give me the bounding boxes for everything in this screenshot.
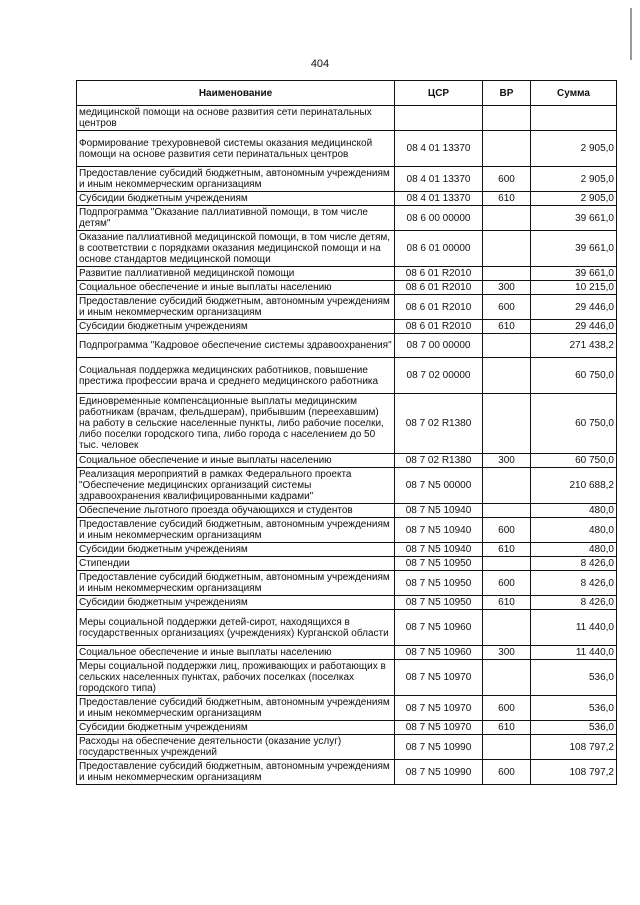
table-row [77,267,617,281]
table-row [77,394,617,454]
cell-name: Социальное обеспечение и иные выплаты населению [77,646,395,660]
cell-sum: 536,0 [531,696,617,721]
table-row [77,167,617,192]
cell-csr: 08 6 01 R2010 [395,267,483,281]
cell-name: Социальное обеспечение и иные выплаты населению [77,281,395,295]
cell-sum: 108 797,2 [531,735,617,760]
cell-sum: 29 446,0 [531,320,617,334]
cell-sum: 60 750,0 [531,358,617,394]
cell-sum: 39 661,0 [531,206,617,231]
cell-sum: 536,0 [531,721,617,735]
cell-csr [395,106,483,131]
cell-vr [483,610,531,646]
table-row [77,660,617,696]
table-row [77,596,617,610]
cell-vr: 610 [483,320,531,334]
cell-csr: 08 6 01 R2010 [395,281,483,295]
cell-vr: 300 [483,281,531,295]
cell-vr: 600 [483,760,531,785]
cell-vr [483,131,531,167]
cell-vr: 300 [483,454,531,468]
cell-vr: 600 [483,518,531,543]
budget-table [76,80,617,785]
table-row [77,358,617,394]
cell-csr: 08 7 N5 10990 [395,735,483,760]
cell-csr: 08 7 02 R1380 [395,454,483,468]
table-row [77,721,617,735]
cell-csr: 08 7 N5 00000 [395,468,483,504]
cell-csr: 08 7 N5 10990 [395,760,483,785]
cell-vr [483,267,531,281]
cell-csr: 08 6 01 R2010 [395,295,483,320]
scan-edge-mark [630,8,632,60]
cell-csr: 08 7 02 00000 [395,358,483,394]
cell-vr: 610 [483,192,531,206]
table-body [77,106,617,785]
table-row [77,696,617,721]
cell-name: Подпрограмма "Оказание паллиативной помощи, в том числе детям" [77,206,395,231]
cell-csr: 08 7 N5 10970 [395,721,483,735]
cell-csr: 08 4 01 13370 [395,192,483,206]
cell-vr [483,735,531,760]
table-row [77,646,617,660]
table-row [77,735,617,760]
cell-sum: 2 905,0 [531,131,617,167]
cell-csr: 08 7 N5 10940 [395,518,483,543]
cell-sum: 271 438,2 [531,334,617,358]
cell-vr [483,557,531,571]
cell-name: Обеспечение льготного проезда обучающихся и студентов [77,504,395,518]
table-row [77,206,617,231]
cell-csr: 08 7 N5 10970 [395,696,483,721]
cell-sum: 2 905,0 [531,192,617,206]
cell-csr: 08 6 01 00000 [395,231,483,267]
cell-sum: 480,0 [531,504,617,518]
table-row [77,295,617,320]
cell-name: Оказание паллиативной медицинской помощи, в том числе детям, в соответствии с порядками оказания медицинской помощи и на основе стандартов медицинской помощи [77,231,395,267]
cell-csr: 08 7 N5 10940 [395,504,483,518]
cell-csr: 08 7 N5 10950 [395,596,483,610]
cell-name: Субсидии бюджетным учреждениям [77,543,395,557]
cell-name: Предоставление субсидий бюджетным, автономным учреждениям и иным некоммерческим организациям [77,571,395,596]
cell-name: Реализация мероприятий в рамках Федерального проекта "Обеспечение медицинских организаций системы здравоохранения квалифицированными кадрами" [77,468,395,504]
cell-csr: 08 6 00 00000 [395,206,483,231]
table-row [77,454,617,468]
cell-sum: 39 661,0 [531,267,617,281]
cell-sum: 11 440,0 [531,646,617,660]
cell-csr: 08 7 N5 10940 [395,543,483,557]
table-row [77,106,617,131]
cell-sum: 210 688,2 [531,468,617,504]
table-row [77,131,617,167]
header-sum: Сумма [531,81,617,106]
table-row [77,320,617,334]
cell-vr [483,504,531,518]
cell-sum: 10 215,0 [531,281,617,295]
cell-csr: 08 7 02 R1380 [395,394,483,454]
cell-vr: 600 [483,167,531,192]
cell-name: Субсидии бюджетным учреждениям [77,320,395,334]
cell-vr [483,106,531,131]
cell-name: Предоставление субсидий бюджетным, автономным учреждениям и иным некоммерческим организациям [77,295,395,320]
cell-vr [483,231,531,267]
cell-sum [531,106,617,131]
table-row [77,504,617,518]
table-row [77,571,617,596]
table-header-row [77,81,617,106]
table-row [77,610,617,646]
cell-csr: 08 7 N5 10950 [395,571,483,596]
cell-vr: 300 [483,646,531,660]
cell-csr: 08 7 N5 10960 [395,646,483,660]
cell-csr: 08 7 N5 10950 [395,557,483,571]
cell-name: медицинской помощи на основе развития сети перинатальных центров [77,106,395,131]
header-name: Наименование [77,81,395,106]
cell-sum: 60 750,0 [531,454,617,468]
cell-sum: 60 750,0 [531,394,617,454]
cell-sum: 8 426,0 [531,571,617,596]
cell-sum: 8 426,0 [531,557,617,571]
cell-name: Стипендии [77,557,395,571]
cell-sum: 39 661,0 [531,231,617,267]
table-row [77,334,617,358]
table-row [77,281,617,295]
cell-vr: 610 [483,543,531,557]
cell-csr: 08 7 N5 10970 [395,660,483,696]
page-number: 404 [310,58,330,70]
cell-csr: 08 7 N5 10960 [395,610,483,646]
table-row [77,557,617,571]
table-row [77,231,617,267]
cell-name: Предоставление субсидий бюджетным, автономным учреждениям и иным некоммерческим организациям [77,696,395,721]
cell-name: Социальное обеспечение и иные выплаты населению [77,454,395,468]
cell-sum: 536,0 [531,660,617,696]
cell-name: Единовременные компенсационные выплаты медицинским работникам (врачам, фельдшерам), прибывшим (переехавшим) на работу в сельские населенные пункты, либо рабочие поселки, либо поселки городского типа, либо города с населением до 50 тыс. человек [77,394,395,454]
cell-name: Подпрограмма "Кадровое обеспечение системы здравоохранения" [77,334,395,358]
cell-vr: 610 [483,596,531,610]
cell-sum: 108 797,2 [531,760,617,785]
header-vr: ВР [483,81,531,106]
cell-vr: 600 [483,696,531,721]
cell-csr: 08 4 01 13370 [395,167,483,192]
cell-sum: 8 426,0 [531,596,617,610]
cell-vr: 600 [483,571,531,596]
cell-name: Меры социальной поддержки детей-сирот, находящихся в государственных организациях (учреждениях) Курганской области [77,610,395,646]
cell-sum: 11 440,0 [531,610,617,646]
cell-name: Меры социальной поддержки лиц, проживающих и работающих в сельских населенных пунктах, рабочих поселках (поселках городского типа) [77,660,395,696]
cell-name: Субсидии бюджетным учреждениям [77,721,395,735]
cell-name: Субсидии бюджетным учреждениям [77,192,395,206]
cell-csr: 08 4 01 13370 [395,131,483,167]
cell-vr: 600 [483,295,531,320]
cell-vr [483,334,531,358]
header-csr: ЦСР [395,81,483,106]
cell-name: Расходы на обеспечение деятельности (оказание услуг) государственных учреждений [77,735,395,760]
cell-name: Предоставление субсидий бюджетным, автономным учреждениям и иным некоммерческим организациям [77,518,395,543]
cell-csr: 08 6 01 R2010 [395,320,483,334]
cell-vr: 610 [483,721,531,735]
cell-vr [483,358,531,394]
cell-sum: 2 905,0 [531,167,617,192]
table-row [77,760,617,785]
table-row [77,518,617,543]
cell-csr: 08 7 00 00000 [395,334,483,358]
cell-sum: 480,0 [531,518,617,543]
cell-name: Развитие паллиативной медицинской помощи [77,267,395,281]
cell-name: Предоставление субсидий бюджетным, автономным учреждениям и иным некоммерческим организациям [77,167,395,192]
cell-name: Социальная поддержка медицинских работников, повышение престижа профессии врача и среднего медицинского работника [77,358,395,394]
cell-vr [483,660,531,696]
cell-sum: 29 446,0 [531,295,617,320]
cell-vr [483,206,531,231]
cell-vr [483,394,531,454]
table-row [77,468,617,504]
cell-sum: 480,0 [531,543,617,557]
cell-name: Формирование трехуровневой системы оказания медицинской помощи на основе развития сети перинатальных центров [77,131,395,167]
table-row [77,192,617,206]
table-row [77,543,617,557]
cell-vr [483,468,531,504]
cell-name: Предоставление субсидий бюджетным, автономным учреждениям и иным некоммерческим организациям [77,760,395,785]
cell-name: Субсидии бюджетным учреждениям [77,596,395,610]
